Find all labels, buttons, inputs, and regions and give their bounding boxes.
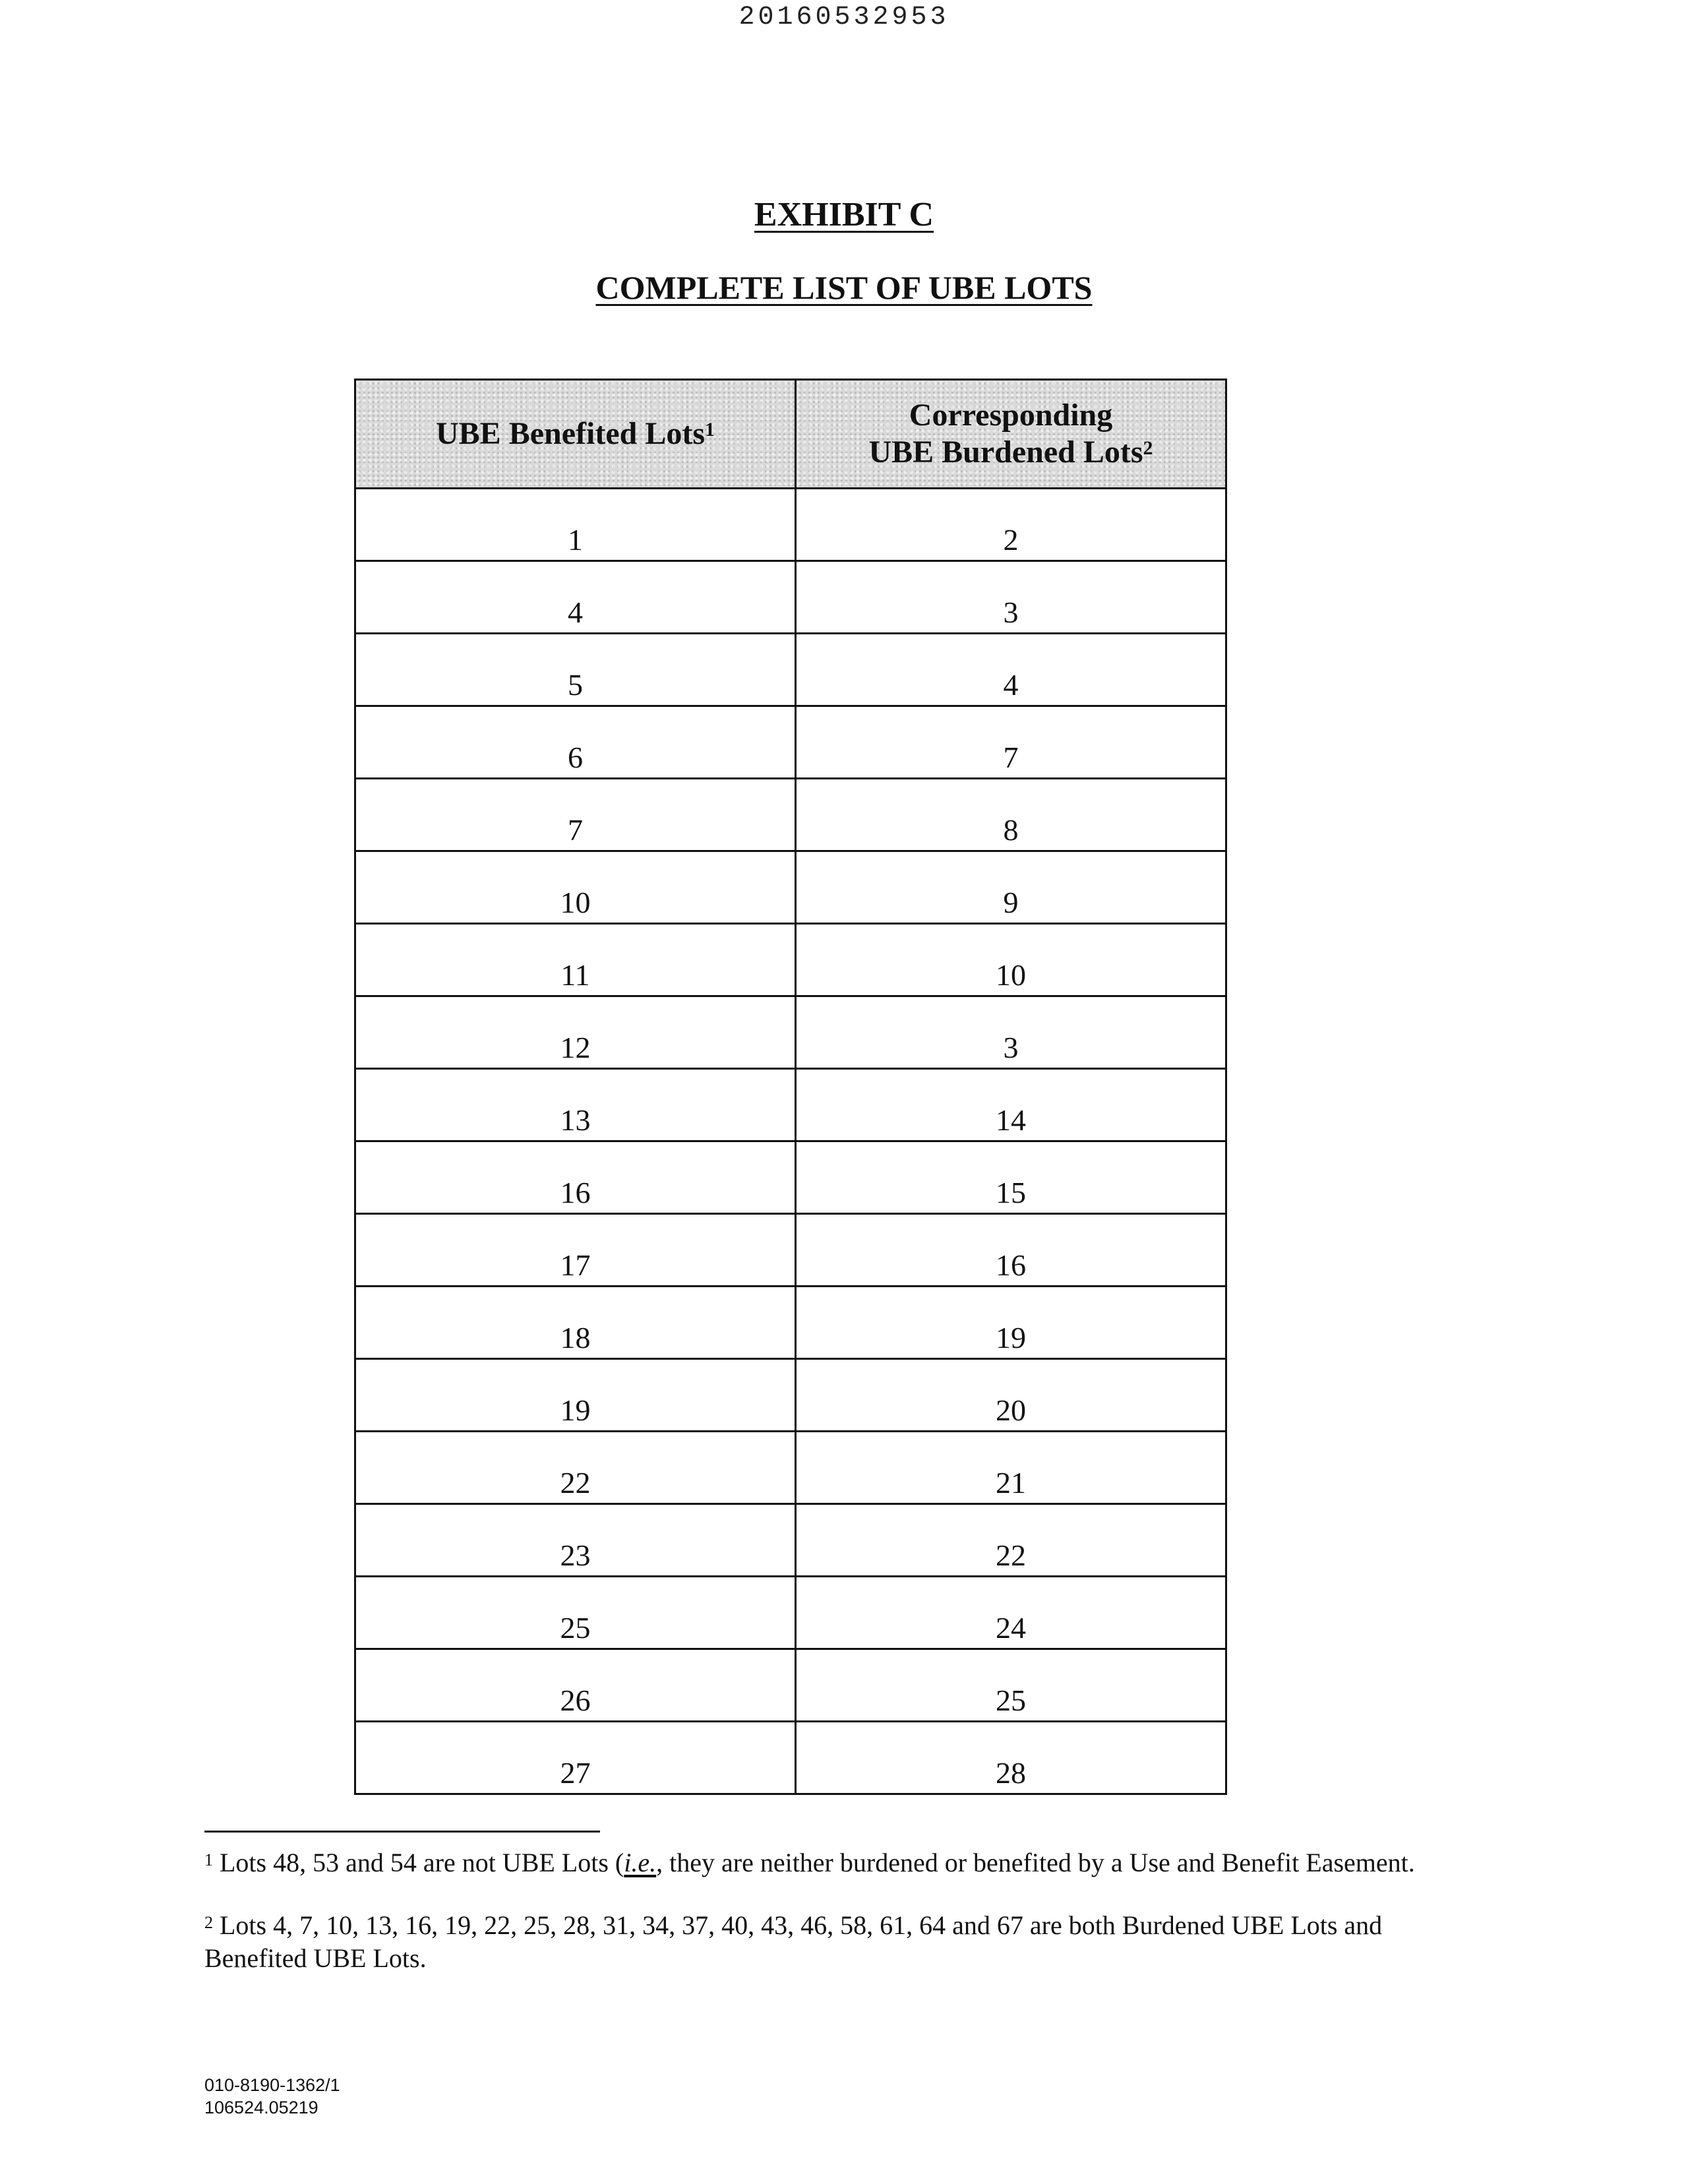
table-row (355, 996, 1226, 1069)
burdened-lot-cell: 15 (796, 1141, 1226, 1214)
table-header-row (355, 380, 1226, 489)
burdened-lot-cell: 22 (796, 1504, 1226, 1577)
benefited-lot-cell: 7 (355, 779, 796, 851)
burdened-lot-cell: 14 (796, 1069, 1226, 1141)
benefited-lot-cell: 19 (355, 1359, 796, 1432)
table-row (355, 634, 1226, 706)
column-header-benefited-label: UBE Benefited Lots (436, 416, 705, 451)
footnote-1-ie: i.e. (624, 1848, 657, 1877)
exhibit-title-text: EXHIBIT C (754, 196, 934, 233)
benefited-lot-cell: 26 (355, 1649, 796, 1722)
table-row (355, 1287, 1226, 1359)
table-row (355, 779, 1226, 851)
column-header-burdened-line2: UBE Burdened Lots (868, 435, 1143, 470)
exhibit-subtitle-text: COMPLETE LIST OF UBE LOTS (595, 269, 1093, 306)
footnote-1 (204, 1846, 1490, 1879)
footnote-separator (204, 1831, 600, 1833)
benefited-lot-cell: 27 (355, 1722, 796, 1794)
footnote-2-text: Lots 4, 7, 10, 13, 16, 19, 22, 25, 28, 31, 34, 37, 40, 43, 46, 58, 61, 64 and 67 are both Burdened UBE Lots and Benefited UBE Lots. (204, 1910, 1383, 1973)
burdened-lot-cell: 19 (796, 1287, 1226, 1359)
exhibit-subtitle (0, 266, 1688, 309)
benefited-lot-cell: 16 (355, 1141, 796, 1214)
benefited-lot-cell: 6 (355, 706, 796, 779)
burdened-lot-cell: 21 (796, 1432, 1226, 1504)
burdened-lot-cell: 10 (796, 924, 1226, 996)
footnote-2-marker: 2 (204, 1913, 213, 1932)
benefited-lot-cell: 13 (355, 1069, 796, 1141)
benefited-lot-cell: 4 (355, 561, 796, 634)
file-code-line-2: 106524.05219 (204, 2098, 318, 2117)
footnote-ref-1: 1 (705, 419, 715, 440)
burdened-lot-cell: 2 (796, 489, 1226, 561)
burdened-lot-cell: 3 (796, 561, 1226, 634)
benefited-lot-cell: 12 (355, 996, 796, 1069)
burdened-lot-cell: 9 (796, 851, 1226, 924)
benefited-lot-cell: 10 (355, 851, 796, 924)
burdened-lot-cell: 8 (796, 779, 1226, 851)
table-body (355, 489, 1226, 1794)
exhibit-title (0, 194, 1688, 236)
table-row (355, 561, 1226, 634)
table-row (355, 489, 1226, 561)
file-code-line-1: 010-8190-1362/1 (204, 2075, 340, 2095)
footnote-2 (204, 1909, 1490, 1975)
footnote-ref-2: 2 (1143, 437, 1153, 459)
benefited-lot-cell: 17 (355, 1214, 796, 1287)
benefited-lot-cell: 22 (355, 1432, 796, 1504)
burdened-lot-cell: 25 (796, 1649, 1226, 1722)
burdened-lot-cell: 24 (796, 1577, 1226, 1649)
table-row (355, 1722, 1226, 1794)
burdened-lot-cell: 20 (796, 1359, 1226, 1432)
column-header-burdened (796, 380, 1226, 489)
burdened-lot-cell: 16 (796, 1214, 1226, 1287)
table-row (355, 1141, 1226, 1214)
benefited-lot-cell: 5 (355, 634, 796, 706)
table-row (355, 924, 1226, 996)
file-reference-codes (204, 2074, 340, 2119)
footnote-1-text-start: Lots 48, 53 and 54 are not UBE Lots ( (220, 1848, 624, 1877)
table-row (355, 1359, 1226, 1432)
column-header-benefited (355, 380, 796, 489)
table-row (355, 706, 1226, 779)
table-row (355, 1214, 1226, 1287)
burdened-lot-cell: 28 (796, 1722, 1226, 1794)
benefited-lot-cell: 11 (355, 924, 796, 996)
benefited-lot-cell: 23 (355, 1504, 796, 1577)
column-header-burdened-line1: Corresponding (909, 398, 1113, 433)
burdened-lot-cell: 7 (796, 706, 1226, 779)
table-row (355, 851, 1226, 924)
footnote-1-text-end: , they are neither burdened or benefited by a Use and Benefit Easement. (656, 1848, 1415, 1877)
burdened-lot-cell: 3 (796, 996, 1226, 1069)
table-row (355, 1432, 1226, 1504)
document-number: 20160532953 (738, 3, 950, 32)
table-row (355, 1504, 1226, 1577)
table-row (355, 1649, 1226, 1722)
benefited-lot-cell: 25 (355, 1577, 796, 1649)
table-row (355, 1069, 1226, 1141)
benefited-lot-cell: 18 (355, 1287, 796, 1359)
table-row (355, 1577, 1226, 1649)
footnote-1-marker: 1 (204, 1850, 213, 1869)
ube-lots-table (354, 379, 1227, 1795)
burdened-lot-cell: 4 (796, 634, 1226, 706)
benefited-lot-cell: 1 (355, 489, 796, 561)
